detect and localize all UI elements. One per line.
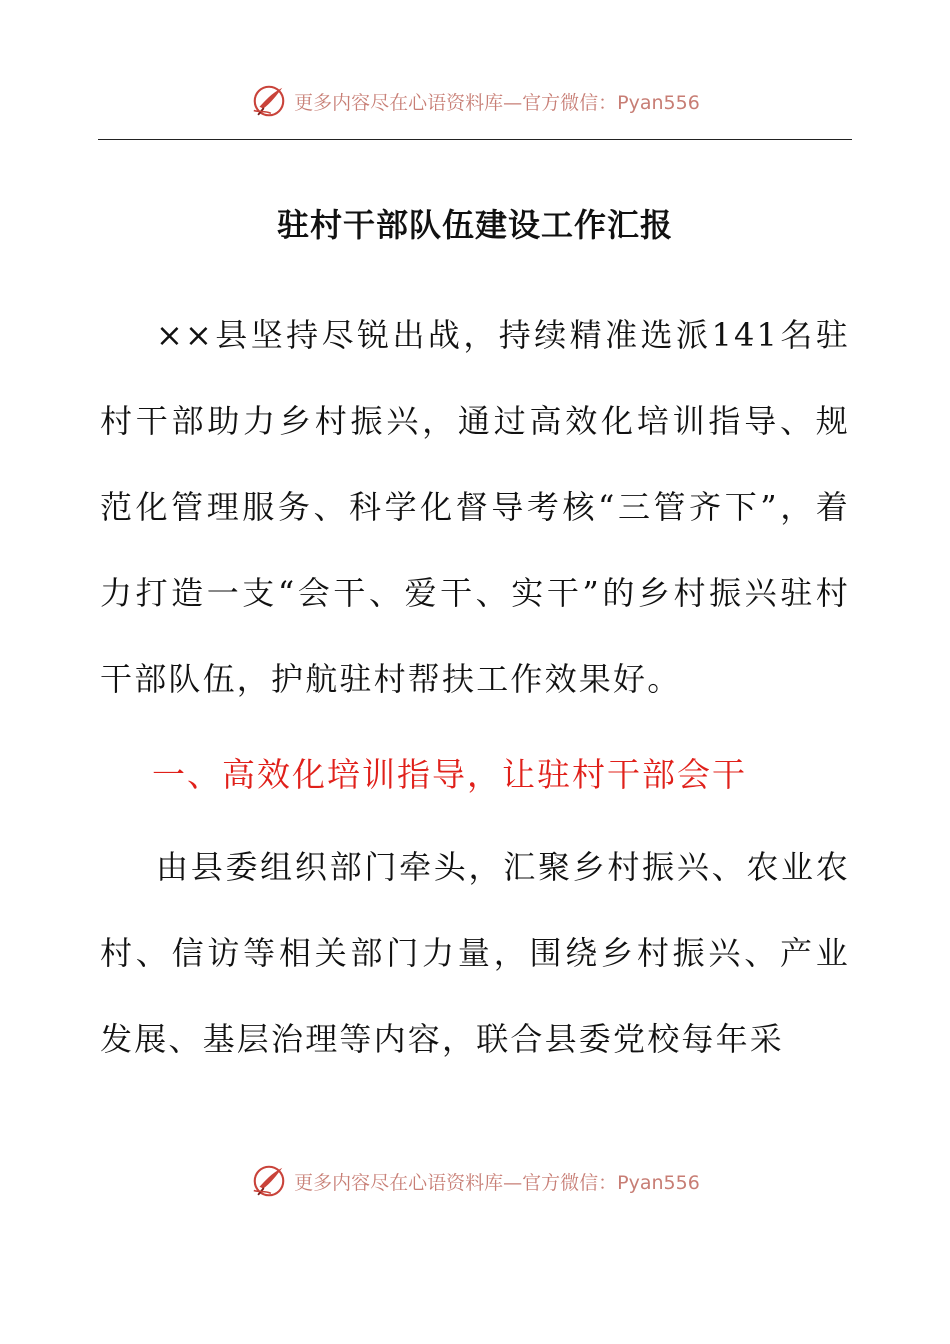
section-heading-1: 一、高效化培训指导，让驻村干部会干 (152, 755, 747, 794)
quill-pen-logo-icon (250, 1162, 288, 1200)
quill-pen-logo-icon (250, 82, 288, 120)
banner-text: 更多内容尽在心语资料库—官方微信：Pyan556 (294, 91, 700, 114)
wechat-id: Pyan556 (617, 91, 700, 114)
header-watermark (0, 82, 950, 120)
banner-text: 更多内容尽在心语资料库—官方微信：Pyan556 (294, 1171, 700, 1194)
footer-watermark (0, 1162, 950, 1200)
section-1-paragraph: 由县委组织部门牵头，汇聚乡村振兴、农业农村、信访等相关部门力量，围绕乡村振兴、产业发展、基层治理等内容，联合县委党校每年采 (100, 848, 850, 1058)
document-title: 驻村干部队伍建设工作汇报 (276, 206, 673, 244)
wechat-id: Pyan556 (617, 1171, 700, 1194)
intro-paragraph: ××县坚持尽锐出战，持续精准选派141名驻村干部助力乡村振兴，通过高效化培训指导、规范化管理服务、科学化督导考核“三管齐下”，着力打造一支“会干、爱干、实干”的乡村振兴驻村干部队伍，护航驻村帮扶工作效果好。 (100, 316, 850, 698)
header-divider (98, 139, 852, 140)
